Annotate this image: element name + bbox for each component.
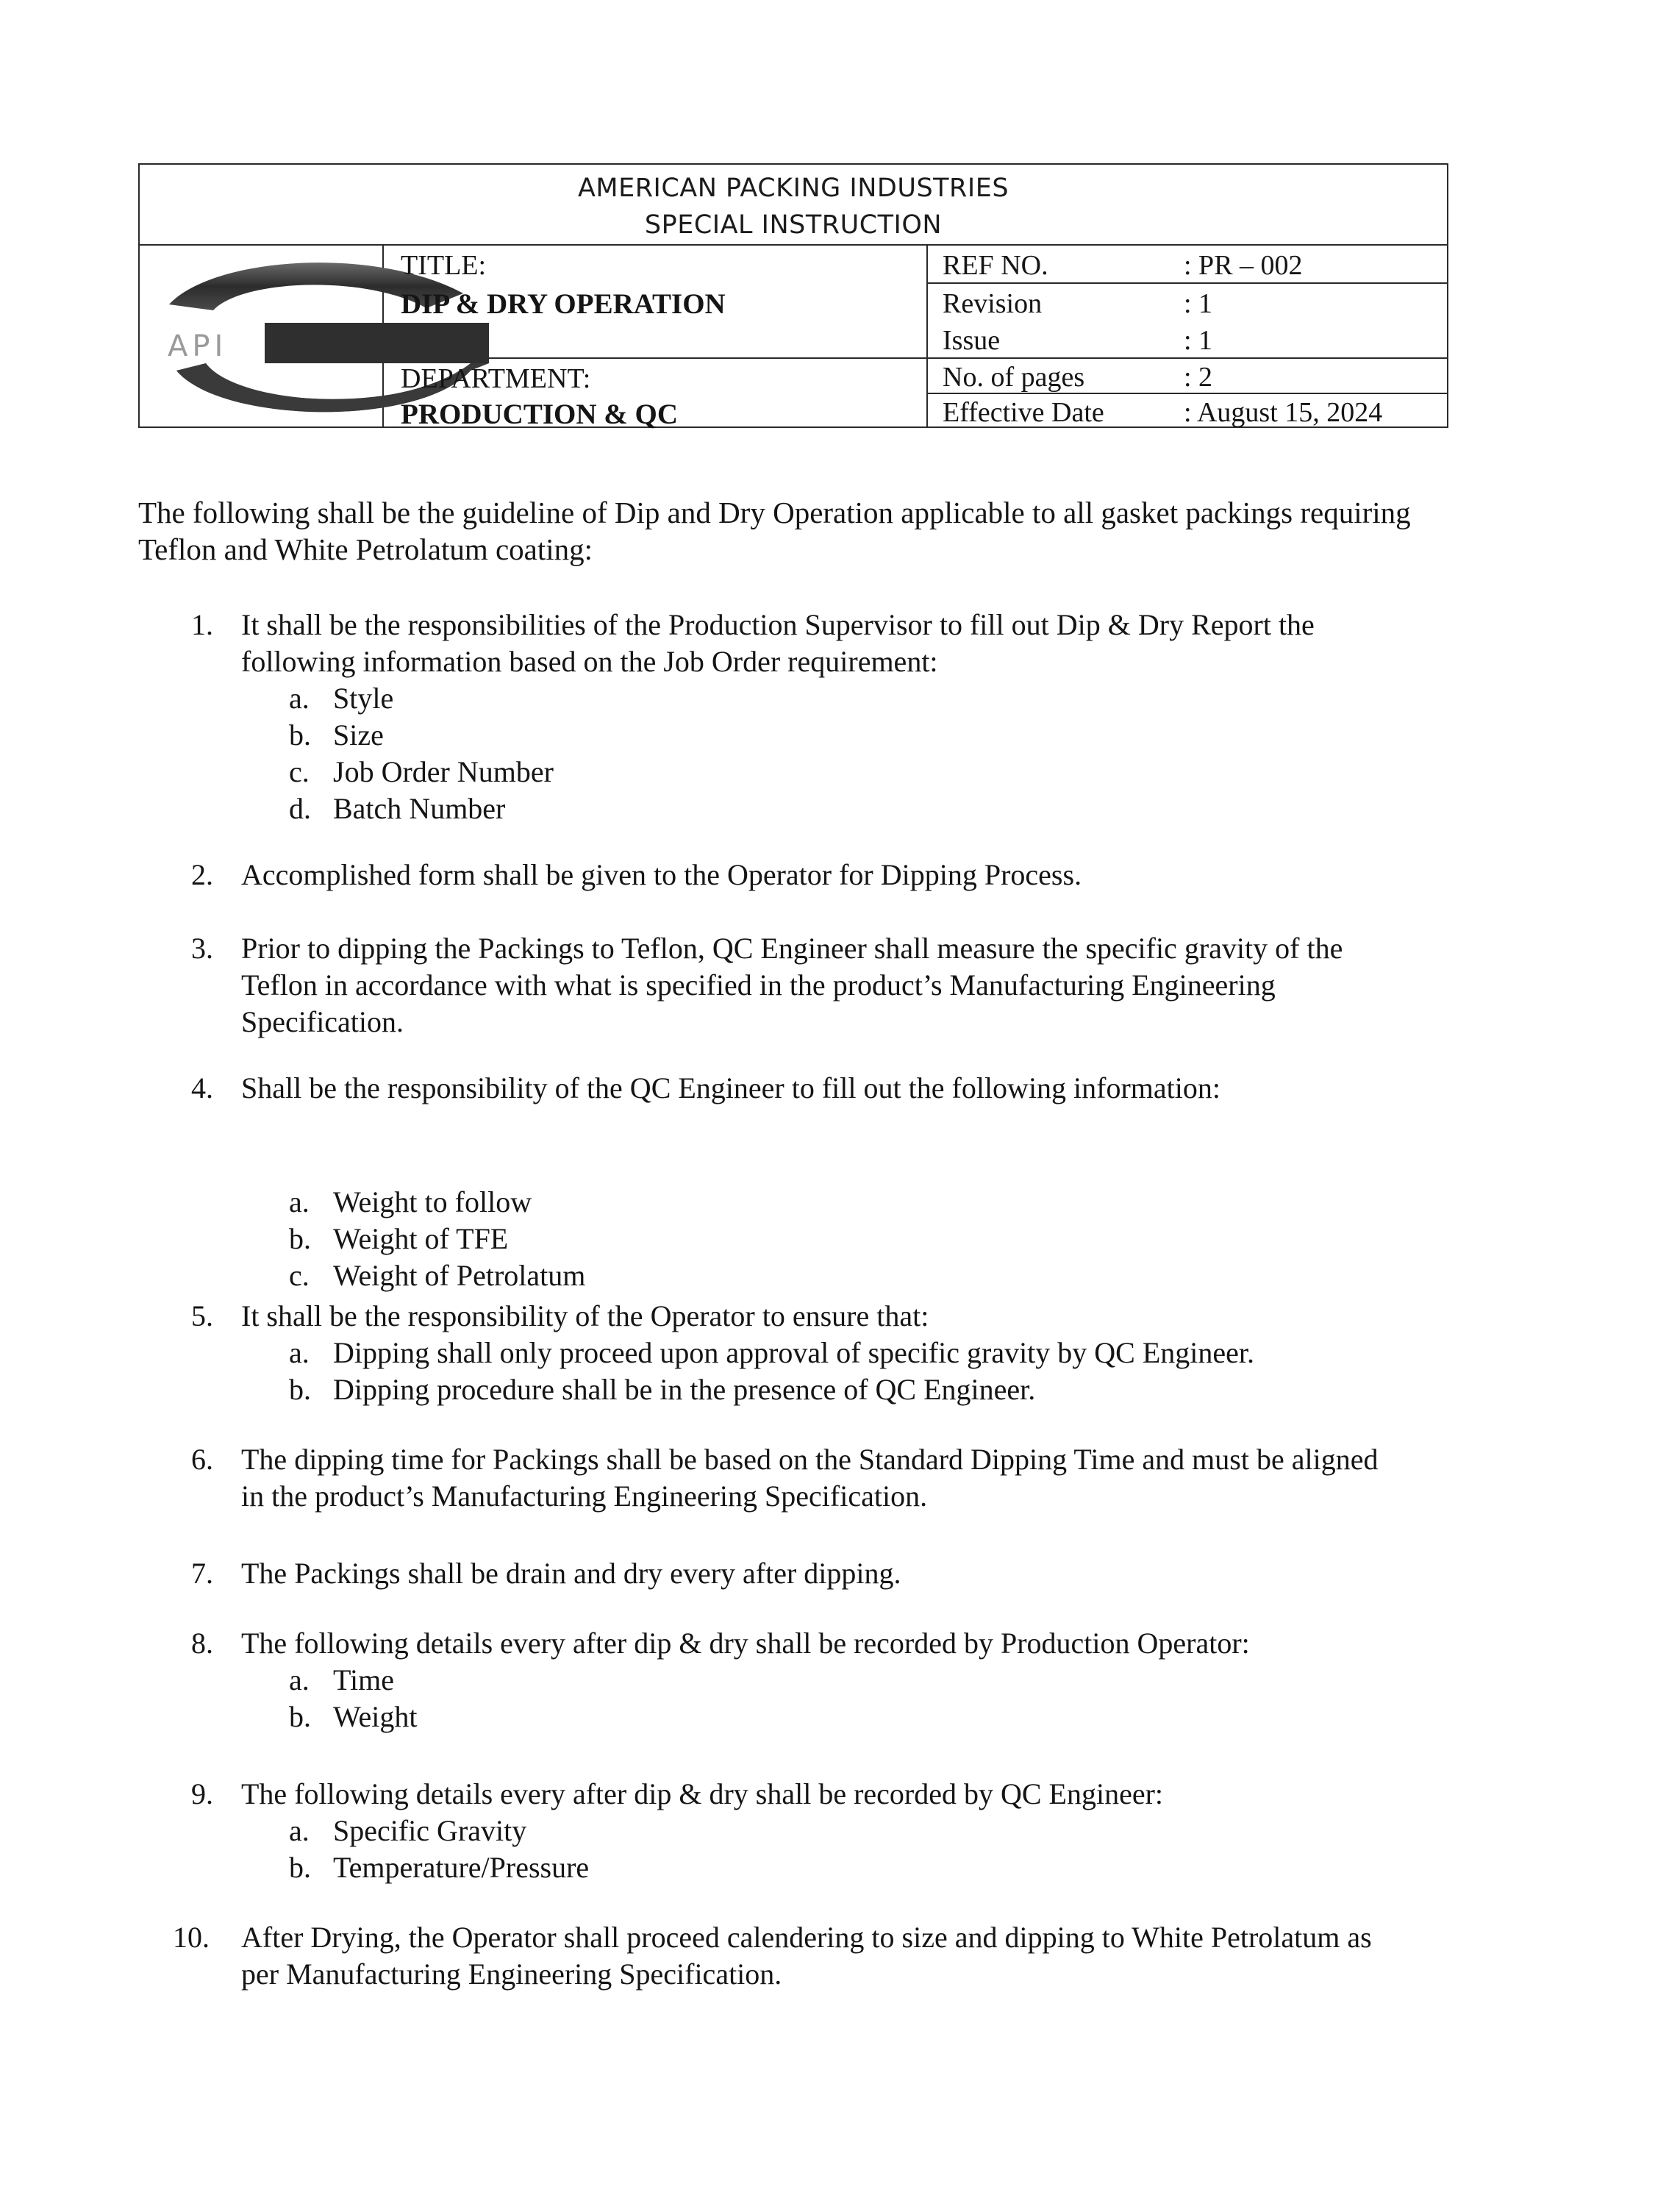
sub-item-letter: b. — [289, 718, 311, 752]
meta-row-line-3 — [926, 393, 1448, 394]
sub-item-text: Dipping shall only proceed upon approval of specific gravity by QC Engineer. — [333, 1336, 1255, 1369]
sub-item-letter: a. — [289, 682, 310, 715]
sub-item — [289, 717, 384, 754]
item-number: 4. — [191, 1071, 213, 1104]
item-text-line: After Drying, the Operator shall proceed calendering to size and dipping to White Petrolatum as — [241, 1921, 1372, 1954]
item-text-line: Accomplished form shall be given to the Operator for Dipping Process. — [241, 858, 1082, 891]
item-text-line: Teflon in accordance with what is specified in the product’s Manufacturing Engineering — [241, 968, 1276, 1002]
sub-item-letter: b. — [289, 1851, 311, 1884]
sub-item-letter: c. — [289, 755, 310, 788]
sub-item-text: Time — [333, 1663, 395, 1696]
effective-date-label: Effective Date — [943, 397, 1104, 428]
sub-item-text: Batch Number — [333, 792, 506, 825]
sub-item — [289, 1184, 532, 1221]
item-text-line: Shall be the responsibility of the QC Engineer to fill out the following information: — [241, 1071, 1221, 1104]
item-text-line: following information based on the Job Order requirement: — [241, 645, 938, 678]
item-number: 1. — [191, 608, 213, 641]
item-text-line: in the product’s Manufacturing Engineering Specification. — [241, 1479, 928, 1513]
header-divider — [382, 244, 1448, 246]
sub-item-text: Weight — [333, 1700, 418, 1733]
sub-item-letter: b. — [289, 1373, 311, 1406]
sub-item-letter: a. — [289, 1814, 310, 1847]
intro-paragraph: The following shall be the guideline of Dip and Dry Operation applicable to all gasket packings requiring Teflon and White Petrolatum coating: — [138, 496, 1411, 566]
sub-item — [289, 754, 554, 790]
sub-item — [289, 790, 505, 827]
sub-item-letter: a. — [289, 1663, 310, 1696]
document-type: SPECIAL INSTRUCTION — [644, 210, 943, 240]
sub-item-text: Weight of Petrolatum — [333, 1259, 586, 1292]
revision-value: : 1 — [1184, 288, 1213, 319]
item-text-line: The dipping time for Packings shall be based on the Standard Dipping Time and must be aligned — [241, 1443, 1379, 1476]
item-number: 7. — [191, 1557, 213, 1590]
item-text-line: The Packings shall be drain and dry every after dipping. — [241, 1557, 901, 1590]
department-label: DEPARTMENT: — [401, 363, 591, 394]
meta-row-line-1 — [926, 282, 1448, 284]
effective-date-value: : August 15, 2024 — [1184, 397, 1383, 428]
item-text-line: It shall be the responsibilities of the Production Supervisor to fill out Dip & Dry Report the — [241, 608, 1315, 641]
sub-item-letter: a. — [289, 1185, 310, 1218]
sub-item-letter: c. — [289, 1259, 310, 1292]
sub-item — [289, 1257, 585, 1294]
sub-item-text: Dipping procedure shall be in the presence of QC Engineer. — [333, 1373, 1036, 1406]
item-text-line: Specification. — [241, 1005, 404, 1038]
sub-item-letter: b. — [289, 1700, 311, 1733]
pages-label: No. of pages — [943, 362, 1085, 393]
revision-label: Revision — [943, 288, 1043, 319]
ref-no-label: REF NO. — [943, 250, 1048, 281]
sub-item-text: Temperature/Pressure — [333, 1851, 590, 1884]
sub-item-text: Weight of TFE — [333, 1222, 509, 1255]
header-divider-left — [140, 244, 382, 246]
sub-item-text: Weight to follow — [333, 1185, 532, 1218]
item-text-line: Prior to dipping the Packings to Teflon, QC Engineer shall measure the specific gravity of the — [241, 932, 1343, 965]
sub-item-text: Size — [333, 718, 384, 752]
sub-item-letter: d. — [289, 792, 311, 825]
item-number: 5. — [191, 1299, 213, 1332]
item-number: 10. — [173, 1921, 210, 1954]
title-label: TITLE: — [401, 250, 487, 281]
sub-item-letter: a. — [289, 1336, 310, 1369]
sub-item — [289, 1335, 1254, 1371]
meta-divider — [926, 244, 928, 428]
issue-value: : 1 — [1184, 325, 1213, 356]
sub-item — [289, 680, 393, 717]
document-header-table — [138, 163, 1448, 428]
item-number: 9. — [191, 1777, 213, 1810]
sub-item — [289, 1699, 418, 1735]
sub-item-text: Job Order Number — [333, 755, 554, 788]
item-text-line: The following details every after dip & dry shall be recorded by Production Operator: — [241, 1627, 1250, 1660]
item-number: 8. — [191, 1627, 213, 1660]
item-text-line: It shall be the responsibility of the Operator to ensure that: — [241, 1299, 929, 1332]
company-name: AMERICAN PACKING INDUSTRIES — [577, 174, 1009, 203]
item-text-line: The following details every after dip & dry shall be recorded by QC Engineer: — [241, 1777, 1164, 1810]
logo-lettering: API — [168, 329, 228, 363]
issue-label: Issue — [943, 325, 1001, 356]
department-value: PRODUCTION & QC — [401, 399, 678, 430]
item-number: 2. — [191, 858, 213, 891]
item-number: 6. — [191, 1443, 213, 1476]
sub-item-letter: b. — [289, 1222, 311, 1255]
sub-item — [289, 1662, 394, 1699]
sub-item — [289, 1221, 508, 1257]
sub-item-text: Style — [333, 682, 394, 715]
item-text-line: per Manufacturing Engineering Specification. — [241, 1957, 782, 1991]
pages-value: : 2 — [1184, 362, 1213, 393]
sub-item-text: Specific Gravity — [333, 1814, 527, 1847]
item-number: 3. — [191, 932, 213, 965]
title-value: DIP & DRY OPERATION — [401, 288, 726, 320]
meta-row-line-2 — [926, 357, 1448, 359]
ref-no-value: : PR – 002 — [1184, 250, 1303, 281]
sub-item — [289, 1813, 526, 1849]
sub-item — [289, 1371, 1035, 1408]
sub-item — [289, 1849, 589, 1886]
